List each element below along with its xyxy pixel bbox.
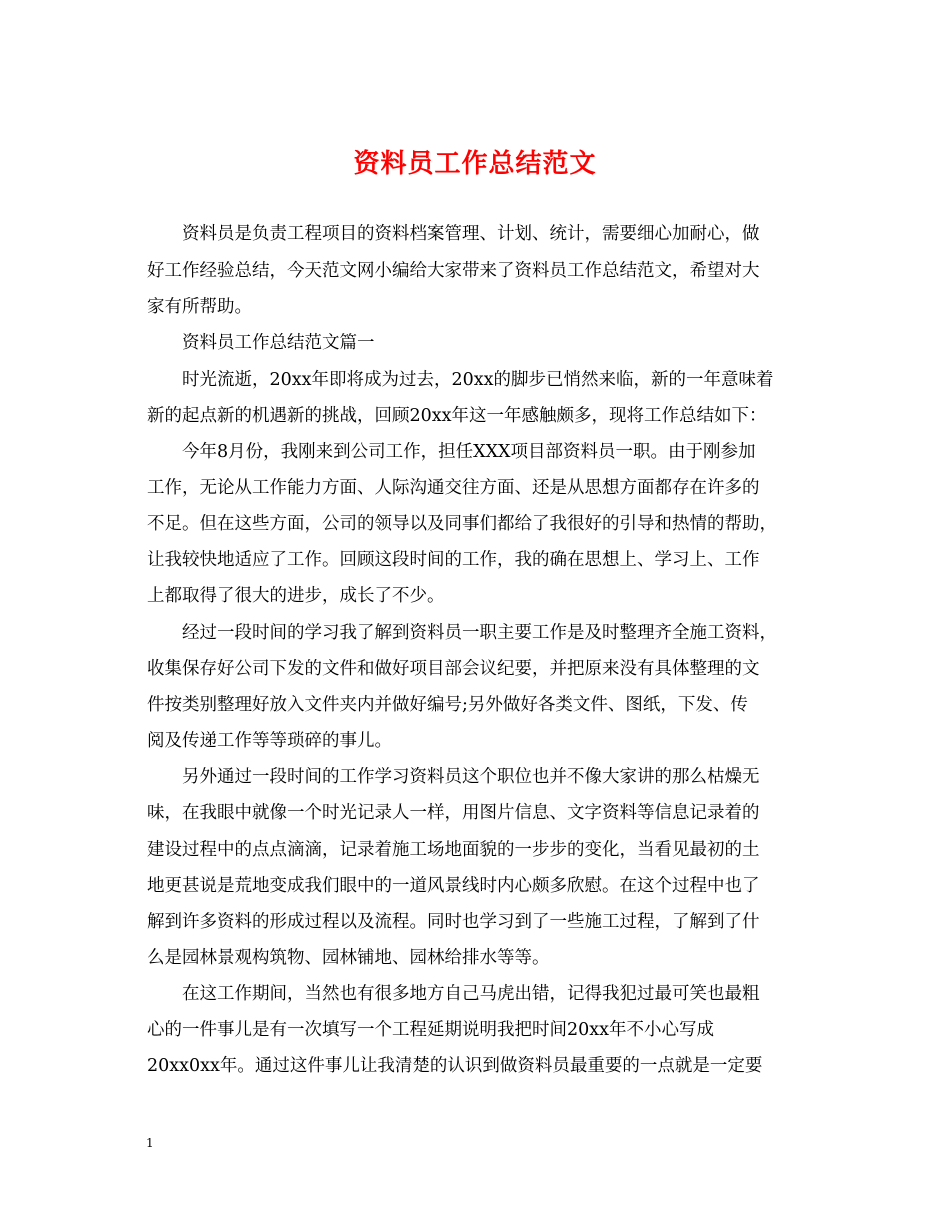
paragraph-line: 经过一段时间的学习我了解到资料员一职主要工作是及时整理齐全施工资料， (147, 623, 777, 643)
paragraph-line: 解到许多资料的形成过程以及流程。同时也学习到了一些施工过程，了解到了什 (147, 912, 760, 932)
paragraph-line: 20xx0xx年。通过这件事儿让我清楚的认识到做资料员最重要的一点就是一定要 (147, 1056, 763, 1076)
paragraph-line: 上都取得了很大的进步，成长了不少。 (147, 586, 445, 606)
paragraph-line: 好工作经验总结，今天范文网小编给大家带来了资料员工作总结范文，希望对大 (147, 261, 760, 281)
paragraph-line: 家有所帮助。 (147, 297, 252, 317)
paragraph-line: 工作，无论从工作能力方面、人际沟通交往方面、还是从思想方面都存在许多的 (147, 478, 760, 498)
paragraph-line: 地更甚说是荒地变成我们眼中的一道风景线时内心颇多欣慰。在这个过程中也了 (147, 876, 760, 896)
paragraph-line: 资料员是负责工程项目的资料档案管理、计划、统计，需要细心加耐心，做 (147, 224, 760, 244)
paragraph-line: 阅及传递工作等等琐碎的事儿。 (147, 731, 392, 751)
paragraph-line: 味，在我眼中就像一个时光记录人一样，用图片信息、文字资料等信息记录着的 (147, 803, 760, 823)
paragraph-line: 收集保存好公司下发的文件和做好项目部会议纪要，并把原来没有具体整理的文 (147, 659, 760, 679)
paragraph-line: 在这工作期间，当然也有很多地方自己马虎出错，记得我犯过最可笑也最粗 (147, 984, 760, 1004)
section-heading: 资料员工作总结范文篇一 (147, 333, 375, 353)
document-title: 资料员工作总结范文 (353, 149, 597, 179)
paragraph-line: 新的起点新的机遇新的挑战，回顾20xx年这一年感触颇多，现将工作总结如下： (147, 406, 767, 426)
paragraph-line: 建设过程中的点点滴滴，记录着施工场地面貌的一步步的变化，当看见最初的土 (147, 840, 760, 860)
paragraph-line: 心的一件事儿是有一次填写一个工程延期说明我把时间20xx年不小心写成 (147, 1020, 715, 1040)
paragraph-line: 另外通过一段时间的工作学习资料员这个职位也并不像大家讲的那么枯燥无 (147, 767, 760, 787)
paragraph-line: 不足。但在这些方面，公司的领导以及同事们都给了我很好的引导和热情的帮助， (147, 514, 777, 534)
paragraph-line: 件按类别整理好放入文件夹内并做好编号;另外做好各类文件、图纸，下发、传 (147, 695, 748, 715)
paragraph-line: 时光流逝，20xx年即将成为过去，20xx的脚步已悄然来临，新的一年意味着 (147, 370, 774, 390)
paragraph-line: 今年8月份，我刚来到公司工作，担任XXX项目部资料员一职。由于刚参加 (147, 442, 756, 462)
page-number: 1 (146, 1136, 154, 1150)
paragraph-line: 让我较快地适应了工作。回顾这段时间的工作，我的确在思想上、学习上、工作 (147, 550, 760, 570)
paragraph-line: 么是园林景观构筑物、园林铺地、园林给排水等等。 (147, 948, 550, 968)
